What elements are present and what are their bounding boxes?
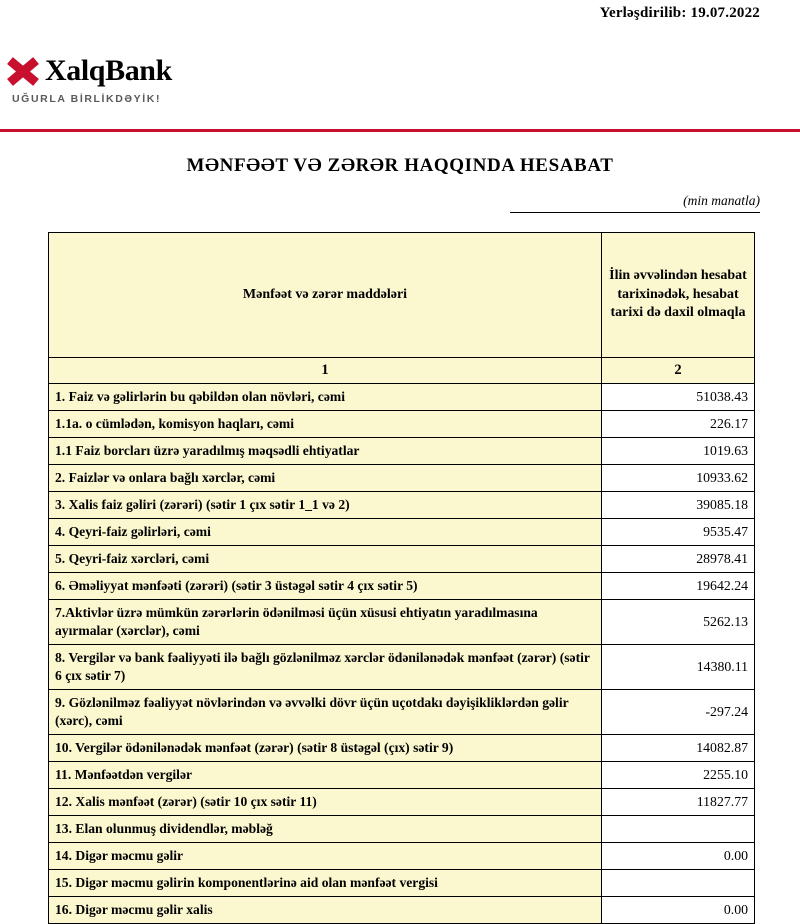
row-label: 2. Faizlər və onlara bağlı xərclər, cəmi bbox=[49, 465, 602, 492]
row-value: 5262.13 bbox=[602, 600, 755, 645]
row-label: 3. Xalis faiz gəliri (zərəri) (sətir 1 çıx sətir 1_1 və 2) bbox=[49, 492, 602, 519]
column-number-1: 1 bbox=[49, 358, 602, 384]
row-value: 2255.10 bbox=[602, 762, 755, 789]
row-value: 0.00 bbox=[602, 843, 755, 870]
table-row bbox=[49, 897, 755, 924]
table-row bbox=[49, 465, 755, 492]
row-value: 0.00 bbox=[602, 897, 755, 924]
table-row bbox=[49, 438, 755, 465]
row-value bbox=[602, 816, 755, 843]
header-divider bbox=[0, 129, 800, 132]
row-label: 12. Xalis mənfəət (zərər) (sətir 10 çıx sətir 11) bbox=[49, 789, 602, 816]
units-underline bbox=[510, 212, 760, 213]
table-row bbox=[49, 519, 755, 546]
table-row bbox=[49, 735, 755, 762]
table-row bbox=[49, 411, 755, 438]
table-row bbox=[49, 573, 755, 600]
row-label: 5. Qeyri-faiz xərcləri, cəmi bbox=[49, 546, 602, 573]
column-header-description: Mənfəət və zərər maddələri bbox=[49, 233, 602, 358]
row-value: 28978.41 bbox=[602, 546, 755, 573]
row-value bbox=[602, 870, 755, 897]
table-row bbox=[49, 384, 755, 411]
row-label: 16. Digər məcmu gəlir xalis bbox=[49, 897, 602, 924]
row-value: 19642.24 bbox=[602, 573, 755, 600]
row-label: 1.1 Faiz borcları üzrə yaradılmış məqsədli ehtiyatlar bbox=[49, 438, 602, 465]
units-note: (min manatla) bbox=[683, 193, 760, 208]
units-block bbox=[510, 193, 760, 213]
table-row bbox=[49, 870, 755, 897]
row-value: -297.24 bbox=[602, 690, 755, 735]
logo-row bbox=[8, 56, 238, 86]
table-row bbox=[49, 843, 755, 870]
placement-date: Yerləşdirilib: 19.07.2022 bbox=[599, 5, 760, 21]
row-value: 39085.18 bbox=[602, 492, 755, 519]
table-row bbox=[49, 762, 755, 789]
brand-name: XalqBank bbox=[45, 54, 172, 87]
column-header-value: İlin əvvəlindən hesabat tarixinədək, hesabat tarixi də daxil olmaqla bbox=[602, 233, 755, 358]
table-row bbox=[49, 492, 755, 519]
profit-loss-table bbox=[48, 232, 755, 924]
row-value: 51038.43 bbox=[602, 384, 755, 411]
brand-tagline: UĞURLA BİRLİKDƏYİK! bbox=[12, 93, 162, 105]
row-value: 10933.62 bbox=[602, 465, 755, 492]
row-label: 11. Mənfəətdən vergilər bbox=[49, 762, 602, 789]
table-header-row bbox=[49, 233, 755, 358]
table-row bbox=[49, 690, 755, 735]
table-row bbox=[49, 546, 755, 573]
row-label: 1.1a. o cümlədən, komisyon haqları, cəmi bbox=[49, 411, 602, 438]
row-value: 11827.77 bbox=[602, 789, 755, 816]
row-label: 6. Əməliyyat mənfəəti (zərəri) (sətir 3 üstəgəl sətir 4 çıx sətir 5) bbox=[49, 573, 602, 600]
table-row bbox=[49, 600, 755, 645]
x-mark-icon bbox=[8, 57, 38, 86]
row-label: 4. Qeyri-faiz gəlirləri, cəmi bbox=[49, 519, 602, 546]
table-header bbox=[49, 233, 755, 384]
page-title: MƏNFƏƏT VƏ ZƏRƏR HAQQINDA HESABAT bbox=[186, 155, 614, 176]
table-row bbox=[49, 816, 755, 843]
column-number-2: 2 bbox=[602, 358, 755, 384]
row-label: 15. Digər məcmu gəlirin komponentlərinə aid olan mənfəət vergisi bbox=[49, 870, 602, 897]
row-value: 1019.63 bbox=[602, 438, 755, 465]
row-label: 9. Gözlənilməz fəaliyyət növlərindən və əvvəlki dövr üçün uçotdakı dəyişikliklərdən gəlir (xərc), cəmi bbox=[49, 690, 602, 735]
row-value: 9535.47 bbox=[602, 519, 755, 546]
row-label: 14. Digər məcmu gəlir bbox=[49, 843, 602, 870]
row-label: 7.Aktivlər üzrə mümkün zərərlərin ödənilməsi üçün xüsusi ehtiyatın yaradılmasına ayırmalar (xərclər), cəmi bbox=[49, 600, 602, 645]
column-number-row bbox=[49, 358, 755, 384]
table-body bbox=[49, 384, 755, 924]
row-value: 226.17 bbox=[602, 411, 755, 438]
table-row bbox=[49, 645, 755, 690]
row-label: 1. Faiz və gəlirlərin bu qəbildən olan növləri, cəmi bbox=[49, 384, 602, 411]
row-value: 14082.87 bbox=[602, 735, 755, 762]
row-value: 14380.11 bbox=[602, 645, 755, 690]
row-label: 13. Elan olunmuş dividendlər, məbləğ bbox=[49, 816, 602, 843]
row-label: 8. Vergilər və bank fəaliyyəti ilə bağlı gözlənilməz xərclər ödənilənədək mənfəət (zərər) (sətir 6 çıx sətir 7) bbox=[49, 645, 602, 690]
row-label: 10. Vergilər ödənilənədək mənfəət (zərər) (sətir 8 üstəgəl (çıx) sətir 9) bbox=[49, 735, 602, 762]
table-row bbox=[49, 789, 755, 816]
bank-logo bbox=[8, 56, 238, 105]
